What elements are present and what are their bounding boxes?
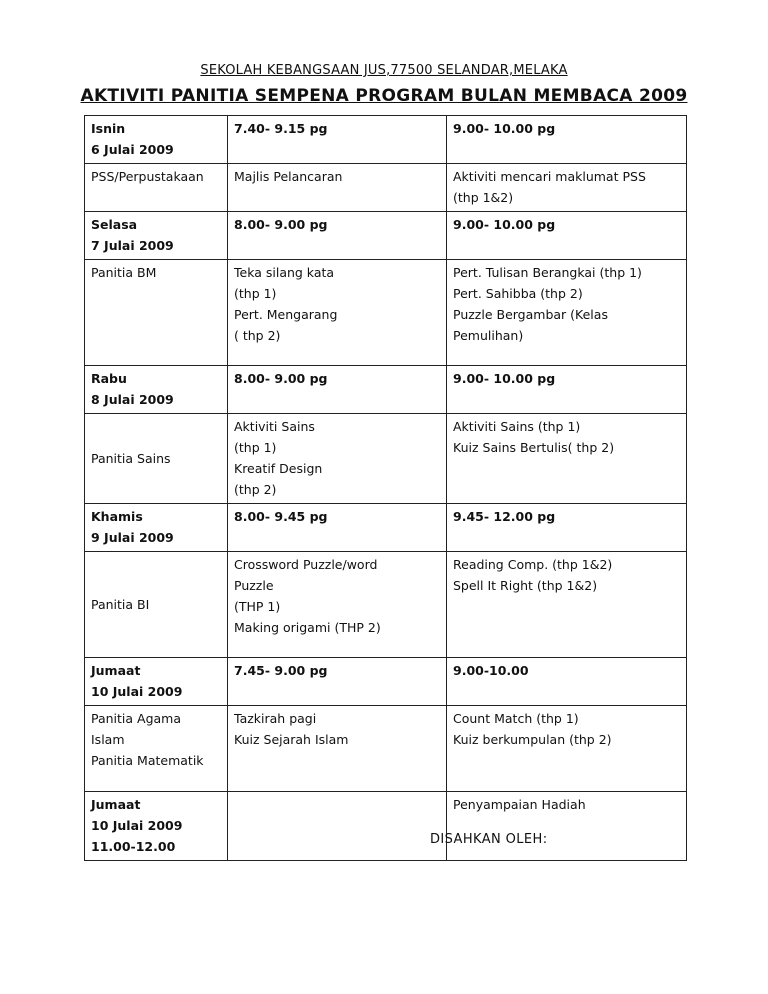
cell-line: Panitia Matematik	[91, 753, 204, 768]
activity-1-cell	[228, 706, 447, 792]
day-header-row	[85, 212, 687, 260]
time-slot-1: 8.00- 9.00 pg	[228, 366, 447, 414]
activity-2-cell	[447, 164, 687, 212]
cell-line: ( thp 2)	[234, 328, 281, 343]
school-name: SEKOLAH KEBANGSAAN JUS,77500 SELANDAR,MELAKA	[200, 63, 568, 78]
cell-line: Panitia Agama	[91, 711, 182, 726]
activity-row	[85, 552, 687, 658]
panel-cell	[85, 414, 228, 504]
cell-line: Tazkirah pagi	[234, 711, 317, 726]
day-day: Rabu	[91, 371, 127, 386]
time-slot-1: 8.00- 9.00 pg	[228, 212, 447, 260]
cell-line: Count Match (thp 1)	[453, 711, 579, 726]
activity-2-cell	[447, 260, 687, 366]
closing-row	[85, 792, 687, 861]
day-day: Isnin	[91, 121, 126, 136]
activity-row	[85, 414, 687, 504]
panel-cell	[85, 706, 228, 792]
day-date: 8 Julai 2009	[91, 392, 174, 407]
activity-1-cell	[228, 260, 447, 366]
cell-line: Pert. Mengarang	[234, 307, 338, 322]
time-slot-2: 9.00- 10.00 pg	[447, 116, 687, 164]
cell-line: Reading Comp. (thp 1&2)	[453, 557, 613, 572]
panel-cell	[85, 164, 228, 212]
activity-2-cell	[447, 706, 687, 792]
cell-line: Panitia BM	[91, 265, 157, 280]
activity-2-cell	[447, 414, 687, 504]
time-slot-2: 9.00- 10.00 pg	[447, 212, 687, 260]
day-cell	[85, 504, 228, 552]
day-cell	[85, 212, 228, 260]
cell-line: Aktiviti Sains	[234, 419, 315, 434]
day-header-row	[85, 504, 687, 552]
closing-empty-cell	[228, 792, 447, 861]
time-slot-1: 8.00- 9.45 pg	[228, 504, 447, 552]
day-cell	[85, 658, 228, 706]
closing-day-cell	[85, 792, 228, 861]
day-date: 7 Julai 2009	[91, 238, 174, 253]
day-date: 9 Julai 2009	[91, 530, 174, 545]
cell-line: PSS/Perpustakaan	[91, 169, 204, 184]
activity-1-cell	[228, 414, 447, 504]
panel-cell	[85, 260, 228, 366]
cell-line: Panitia Sains	[91, 450, 171, 466]
schedule-body	[85, 116, 687, 861]
cell-line: Islam	[91, 732, 125, 747]
cell-line: (thp 1)	[234, 286, 277, 301]
activity-2-cell	[447, 552, 687, 658]
cell-line: Kuiz Sains Bertulis( thp 2)	[453, 440, 615, 455]
cell-line: Spell It Right (thp 1&2)	[453, 578, 598, 593]
cell-line: Crossword Puzzle/word	[234, 557, 378, 572]
time-slot-2: 9.00- 10.00 pg	[447, 366, 687, 414]
cell-line: Kreatif Design	[234, 461, 323, 476]
day-date: 6 Julai 2009	[91, 142, 174, 157]
cell-line: (thp 1&2)	[453, 190, 514, 205]
cell-line: (thp 1)	[234, 440, 277, 455]
closing-date: 10 Julai 2009	[91, 818, 183, 833]
day-header-row	[85, 366, 687, 414]
cell-line: Panitia BI	[91, 596, 150, 612]
activity-row	[85, 164, 687, 212]
closing-time: 11.00-12.00	[91, 839, 176, 854]
cell-line: Pert. Tulisan Berangkai (thp 1)	[453, 265, 642, 280]
cell-line: Puzzle Bergambar (Kelas	[453, 307, 608, 322]
closing-activity-cell: Penyampaian Hadiah	[447, 792, 687, 861]
schedule-table	[84, 115, 687, 861]
time-slot-2: 9.45- 12.00 pg	[447, 504, 687, 552]
document-title: AKTIVITI PANITIA SEMPENA PROGRAM BULAN MEMBACA 2009	[80, 86, 688, 106]
day-date: 10 Julai 2009	[91, 684, 183, 699]
cell-line: Kuiz berkumpulan (thp 2)	[453, 732, 612, 747]
day-day: Khamis	[91, 509, 143, 524]
panel-cell	[85, 552, 228, 658]
time-slot-1: 7.40- 9.15 pg	[228, 116, 447, 164]
time-slot-1: 7.45- 9.00 pg	[228, 658, 447, 706]
day-header-row	[85, 658, 687, 706]
cell-line: (thp 2)	[234, 482, 277, 497]
day-cell	[85, 366, 228, 414]
activity-1-cell	[228, 164, 447, 212]
activity-row	[85, 706, 687, 792]
time-slot-2: 9.00-10.00	[447, 658, 687, 706]
cell-line: Puzzle	[234, 578, 274, 593]
cell-line: Making origami (THP 2)	[234, 620, 381, 635]
closing-day: Jumaat	[91, 797, 141, 812]
cell-line: Kuiz Sejarah Islam	[234, 732, 349, 747]
cell-line: Aktiviti Sains (thp 1)	[453, 419, 581, 434]
day-header-row	[85, 116, 687, 164]
cell-line: Aktiviti mencari maklumat PSS	[453, 169, 646, 184]
day-day: Jumaat	[91, 663, 141, 678]
day-day: Selasa	[91, 217, 138, 232]
activity-row	[85, 260, 687, 366]
cell-line: Pemulihan)	[453, 328, 524, 343]
cell-line: Majlis Pelancaran	[234, 169, 343, 184]
day-cell	[85, 116, 228, 164]
cell-line: Pert. Sahibba (thp 2)	[453, 286, 583, 301]
activity-1-cell	[228, 552, 447, 658]
cell-line: Teka silang kata	[234, 265, 335, 280]
approval-label: DISAHKAN OLEH:	[430, 832, 548, 847]
cell-line: (THP 1)	[234, 599, 281, 614]
